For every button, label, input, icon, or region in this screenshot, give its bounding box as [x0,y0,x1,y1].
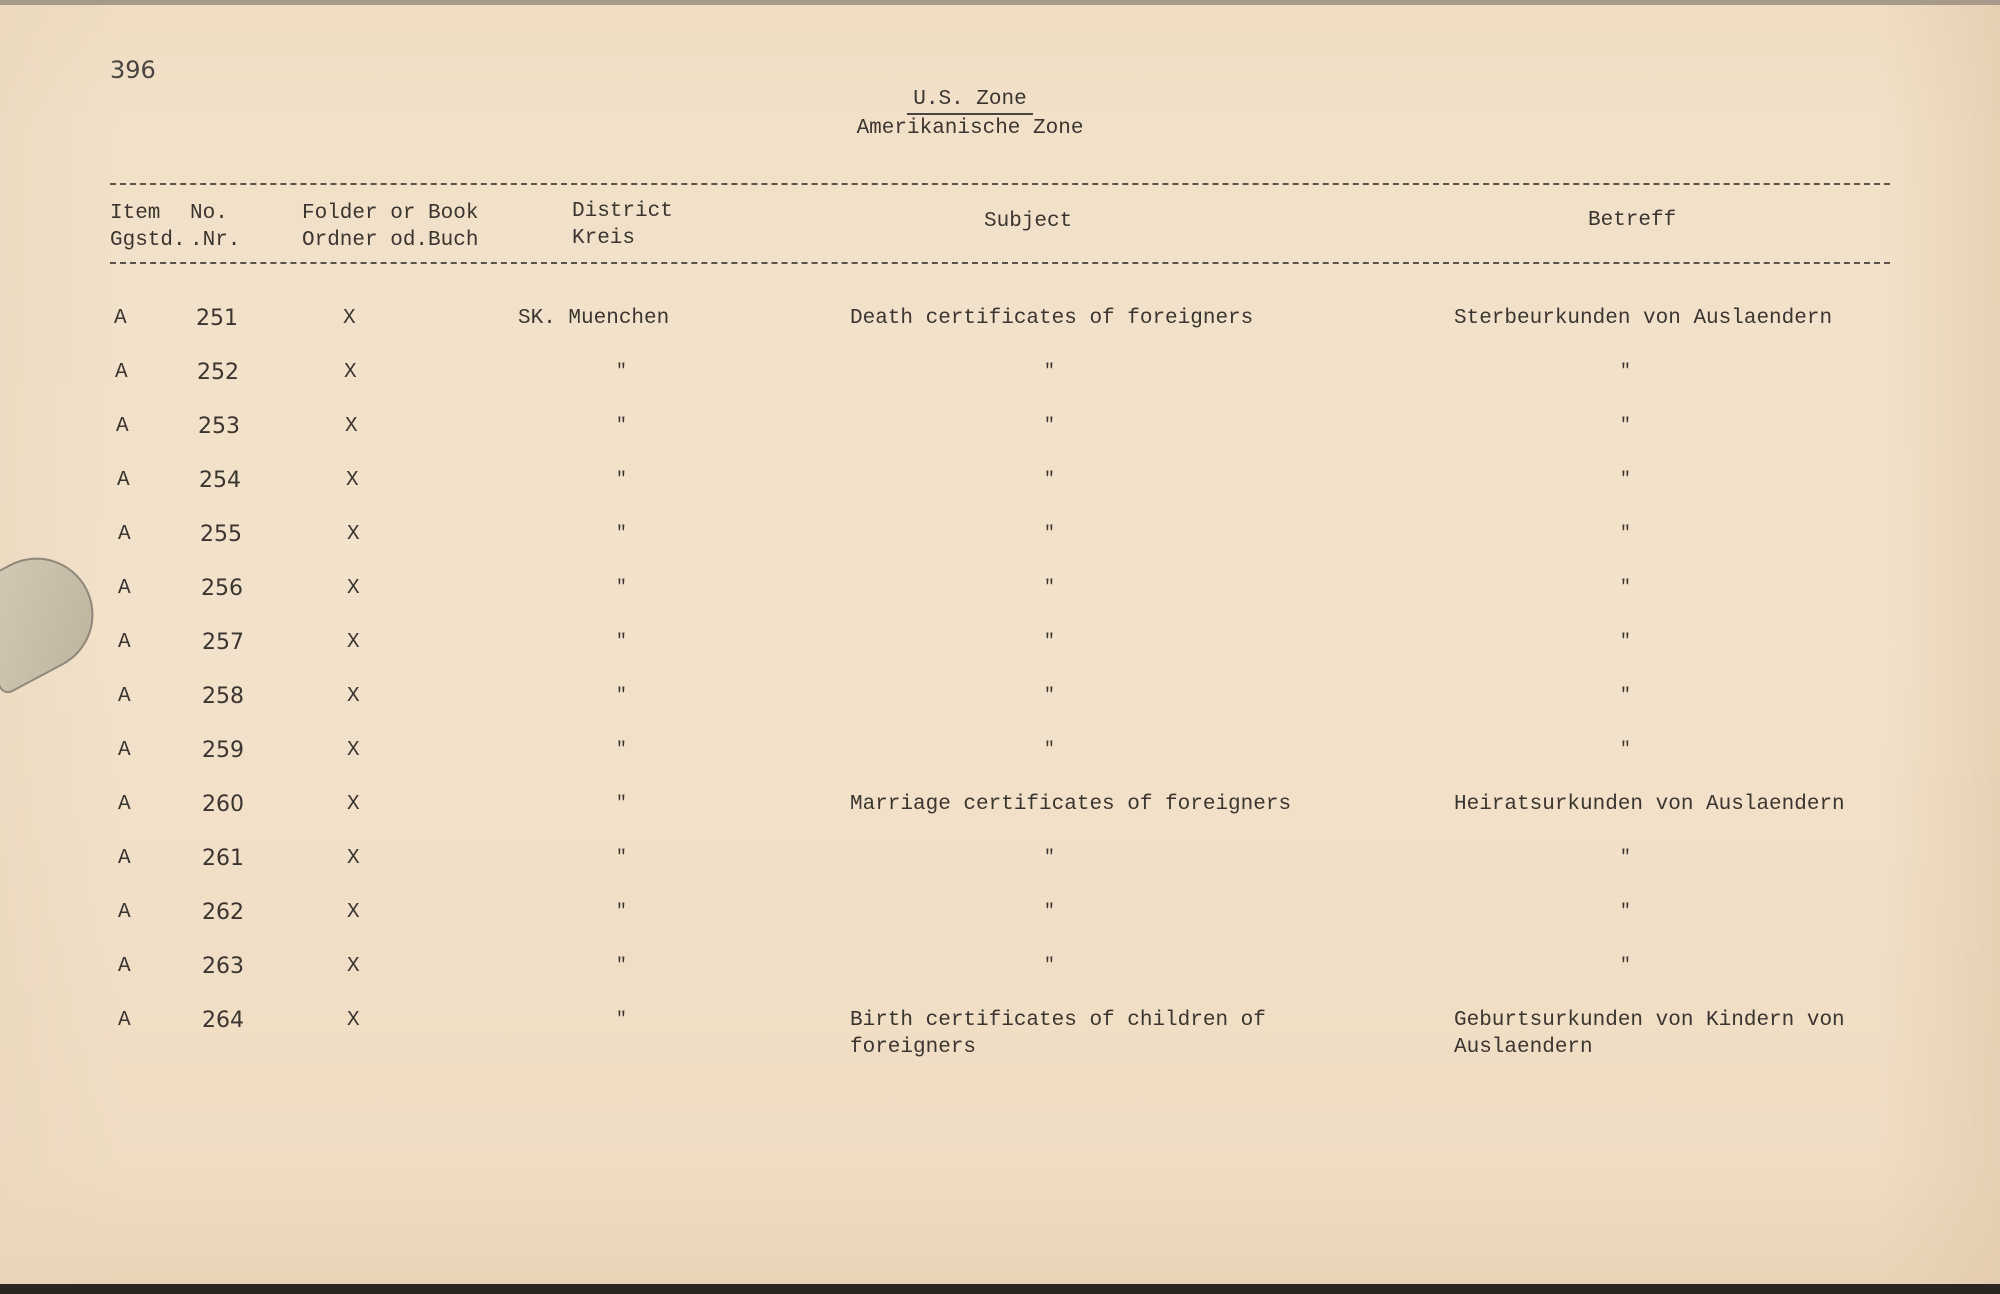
row-folder: X [347,1009,360,1032]
row-item: A [118,631,131,654]
row-item: A [118,577,131,600]
row-betreff: Sterbeurkunden von Auslaendern [1454,307,1833,330]
row-item: A [116,415,129,438]
row-number: 256 [201,576,243,601]
header-bottom-rule [110,262,1890,264]
row-number: 252 [197,360,239,385]
row-folder: X [347,631,360,654]
row-betreff: " [1620,740,1631,760]
row-folder: X [347,523,360,546]
row-district: " [616,956,627,976]
row-district: " [616,902,627,922]
row-number: 263 [202,954,244,979]
row-betreff: " [1620,956,1631,976]
row-folder: X [347,901,360,924]
row-betreff: " [1620,362,1631,382]
row-subject: " [1044,902,1055,922]
column-header-folder: Folder or Book Ordner od.Buch [302,202,479,252]
column-header-no: No. .Nr. [190,202,241,252]
row-folder: X [346,469,359,492]
row-item: A [118,685,131,708]
header-top-rule [110,183,1890,185]
row-district: " [616,686,627,706]
row-subject: " [1044,956,1055,976]
row-folder: X [344,361,357,384]
row-betreff: " [1620,416,1631,436]
row-district: " [616,362,627,382]
column-header-district: District Kreis [572,200,673,250]
row-district: " [616,794,627,814]
row-item: A [118,793,131,816]
row-item: A [118,955,131,978]
row-subject: " [1044,740,1055,760]
page-top-edge [0,0,2000,5]
title-block [760,86,1180,142]
row-betreff: Geburtsurkunden von Kindern von Auslaendern [1454,1009,1845,1059]
row-folder: X [347,793,360,816]
row-district: " [616,632,627,652]
row-item: A [114,307,127,330]
row-number: 251 [196,306,238,331]
page-bottom-edge [0,1284,2000,1294]
row-betreff: " [1620,578,1631,598]
row-district: " [616,1010,627,1030]
row-subject: " [1044,632,1055,652]
row-folder: X [345,415,358,438]
column-header-item: Item Ggstd. [110,202,186,252]
row-number: 264 [202,1008,244,1033]
row-subject: " [1044,524,1055,544]
row-subject: " [1044,362,1055,382]
row-subject: " [1044,416,1055,436]
row-number: 255 [200,522,242,547]
row-number: 261 [202,846,244,871]
row-number: 262 [202,900,244,925]
row-item: A [118,1009,131,1032]
row-number: 258 [202,684,244,709]
row-betreff: " [1620,686,1631,706]
row-subject: " [1044,848,1055,868]
row-number: 260 [202,792,244,817]
row-number: 259 [202,738,244,763]
row-subject: Marriage certificates of foreigners [850,793,1292,816]
row-betreff: " [1620,902,1631,922]
row-district: " [616,740,627,760]
row-item: A [115,361,128,384]
row-folder: X [347,685,360,708]
row-betreff: " [1620,632,1631,652]
row-folder: X [347,955,360,978]
row-betreff: " [1620,470,1631,490]
row-folder: X [347,847,360,870]
row-district: " [616,416,627,436]
row-district: " [616,524,627,544]
row-subject: " [1044,578,1055,598]
row-number: 257 [202,630,244,655]
paper-clip [0,538,114,697]
row-district: " [616,848,627,868]
row-subject: Birth certificates of children of foreigners [850,1009,1266,1059]
row-item: A [118,901,131,924]
row-subject: Death certificates of foreigners [850,307,1254,330]
row-item: A [117,469,130,492]
row-item: A [118,847,131,870]
title-english: U.S. Zone [907,86,1032,115]
row-subject: " [1044,686,1055,706]
row-betreff: Heiratsurkunden von Auslaendern [1454,793,1845,816]
page-number: 396 [110,56,156,84]
row-item: A [118,739,131,762]
row-district: " [616,578,627,598]
title-german: Amerikanische Zone [856,117,1084,140]
row-subject: " [1044,470,1055,490]
row-folder: X [347,577,360,600]
row-betreff: " [1620,848,1631,868]
row-district: SK. Muenchen [518,307,670,330]
row-number: 253 [198,414,240,439]
row-district: " [616,470,627,490]
row-number: 254 [199,468,241,493]
row-betreff: " [1620,524,1631,544]
row-folder: X [347,739,360,762]
column-header-betreff: Betreff [1588,209,1677,232]
row-folder: X [343,307,356,330]
column-header-subject: Subject [984,210,1073,233]
row-item: A [118,523,131,546]
